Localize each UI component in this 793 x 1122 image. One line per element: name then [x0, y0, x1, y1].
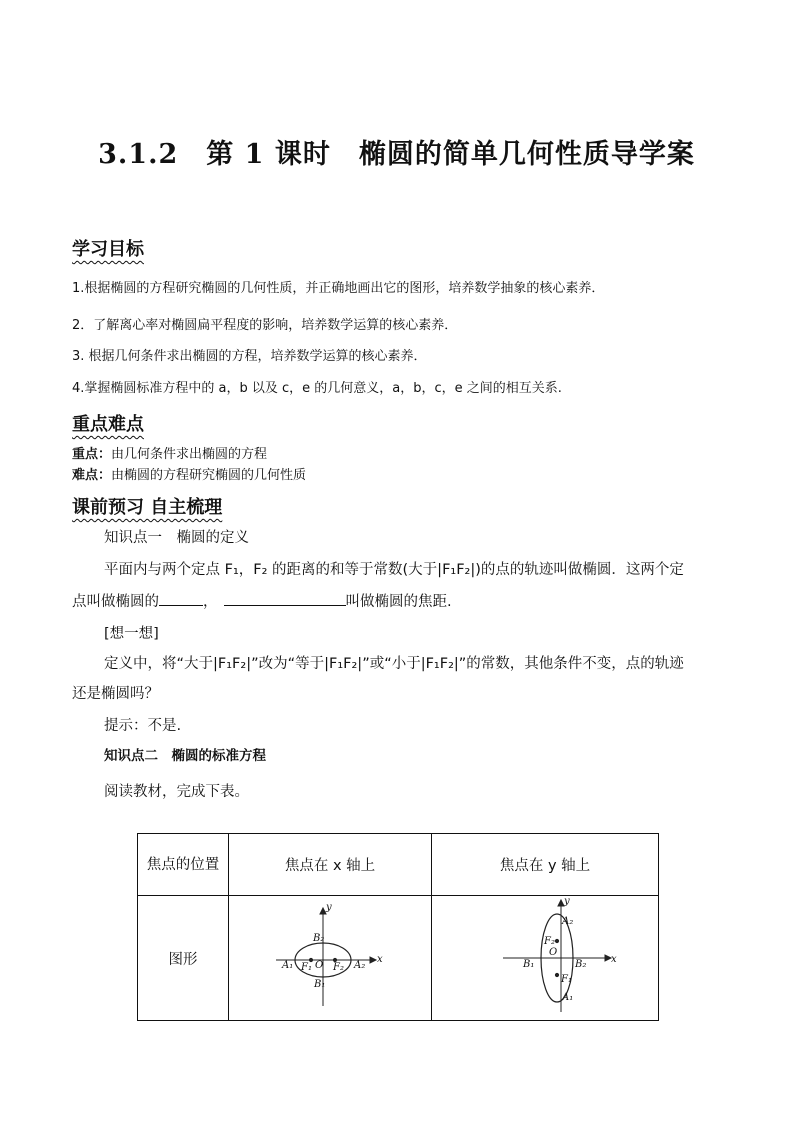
definition-line-2-comma: ， — [203, 594, 218, 610]
table-row-figure — [138, 896, 659, 1021]
difficult-point-line — [72, 464, 306, 483]
label-b2: B₂ — [575, 959, 587, 970]
goal-item-4: 4.掌握椭圆标准方程中的 a，b 以及 c，e 的几何意义，a，b，c，e 之间的相互关系. — [72, 381, 562, 396]
goal-item-1: 1.根据椭圆的方程研究椭圆的几何性质，并正确地画出它的图形，培养数学抽象的核心素养． — [72, 281, 605, 296]
label-y: y — [564, 896, 570, 907]
section-heading-preview: 课前预习 自主梳理 — [72, 497, 223, 518]
page-title: 3.1.2 第 1 课时 椭圆的简单几何性质导学案 — [98, 139, 695, 170]
definition-line-1: 平面内与两个定点 F₁，F₂ 的距离的和等于常数(大于|F₁F₂|)的点的轨迹叫做椭圆．这两个定 — [104, 562, 684, 578]
figure-cell-x-axis — [229, 896, 432, 1021]
label-b1: B₁ — [523, 959, 535, 970]
label-x: x — [377, 954, 383, 965]
label-a2: A₂ — [562, 916, 574, 927]
figure-cell-y-axis — [432, 896, 659, 1021]
label-y: y — [326, 902, 332, 913]
label-f2: F₂ — [333, 962, 344, 973]
label-f1: F₁ — [561, 974, 572, 985]
table-header-x-axis: 焦点在 x 轴上 — [229, 834, 432, 896]
goal-item-2: 2．了解离心率对椭圆扁平程度的影响，培养数学运算的核心素养． — [72, 318, 458, 333]
definition-line-2 — [72, 590, 452, 611]
think-question-line-1: 定义中，将“大于|F₁F₂|”改为“等于|F₁F₂|”或“小于|F₁F₂|”的常数，其他条件不变，点的轨迹 — [104, 656, 684, 672]
label-a2: A₂ — [354, 960, 366, 971]
label-x: x — [611, 954, 617, 965]
key-point-line — [72, 443, 267, 462]
label-f1: F₁ — [301, 962, 312, 973]
focus-f1-point — [555, 973, 558, 976]
label-a1: A₁ — [562, 992, 574, 1003]
table-header-y-axis: 焦点在 y 轴上 — [432, 834, 659, 896]
label-b2: B₂ — [313, 933, 325, 944]
table-header-focus-position: 焦点的位置 — [138, 834, 229, 896]
ellipse-y-axis-figure — [445, 896, 645, 1016]
knowledge-point-2-title: 知识点二 椭圆的标准方程 — [104, 748, 266, 764]
think-question-line-2: 还是椭圆吗？ — [72, 686, 159, 702]
think-label: [想一想] — [104, 626, 159, 642]
difficult-point-text: 由椭圆的方程研究椭圆的几何性质 — [111, 468, 307, 483]
blank-foci[interactable] — [159, 591, 203, 606]
label-o: O — [549, 947, 558, 958]
label-f2: F₂ — [544, 936, 555, 947]
knowledge-point-1-title: 知识点一 椭圆的定义 — [104, 530, 249, 546]
ellipse-x-axis-figure — [230, 896, 430, 1016]
label-o: O — [315, 960, 324, 971]
key-point-text: 由几何条件求出椭圆的方程 — [111, 447, 268, 462]
label-b1: B₁ — [314, 979, 326, 990]
section-heading-goals: 学习目标 — [72, 239, 144, 260]
section-heading-key-points: 重点难点 — [72, 414, 144, 435]
focus-f2-point — [555, 939, 558, 942]
key-point-label: 重点： — [72, 447, 112, 462]
ellipse-standard-equation-table — [137, 833, 659, 1021]
goal-item-3: 3. 根据几何条件求出椭圆的方程，培养数学运算的核心素养． — [72, 349, 427, 364]
definition-line-2-end: 叫做椭圆的焦距. — [345, 594, 452, 610]
definition-line-2-start: 点叫做椭圆的 — [72, 594, 159, 610]
table-row-label-figure: 图形 — [138, 896, 229, 1021]
table-header-row — [138, 834, 659, 896]
read-instruction: 阅读教材，完成下表。 — [104, 784, 249, 800]
label-a1: A₁ — [282, 960, 294, 971]
x-axis-arrow — [370, 957, 376, 963]
difficult-point-label: 难点： — [72, 468, 112, 483]
blank-focal-distance[interactable] — [224, 591, 346, 606]
hint-text: 提示：不是. — [104, 718, 182, 734]
